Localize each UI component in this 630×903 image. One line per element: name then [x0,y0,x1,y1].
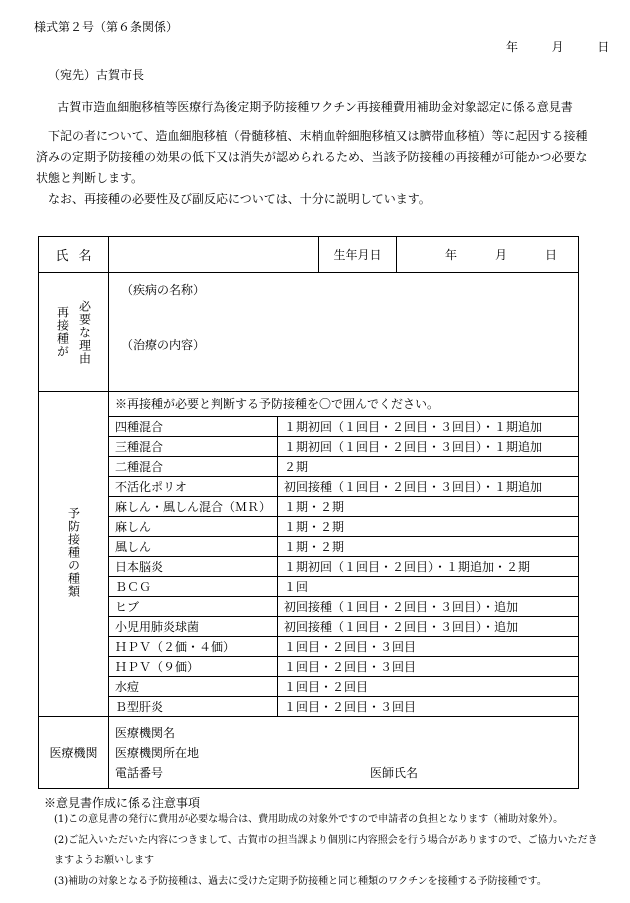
institution-name-label: 医療機関名 [115,726,176,740]
note-2: (2)ご記入いただいた内容につきまして、古賀市の担当課より個別に内容照会を行う場合がありますので、ご協力いただきますようお願いします [54,835,598,866]
date-year-label: 年 [506,40,519,54]
vaccine-name: 小児用肺炎球菌 [109,617,278,637]
vaccine-row[interactable] [109,517,578,537]
dob-year-label: 年 [445,248,458,262]
vaccine-name: ＨＰＶ（９価） [109,657,278,677]
vaccine-doses[interactable]: 初回接種（１回目・２回目・３回目）・１期追加 [278,477,579,497]
name-label-cell [39,237,109,273]
body-text [36,126,596,210]
vaccine-row[interactable] [109,657,578,677]
vaccine-name: 三種混合 [109,437,278,457]
dob-day-label: 日 [545,248,558,262]
vaccine-doses[interactable]: １回目・２回目 [278,677,579,697]
vaccine-doses[interactable]: １回目・２回目・３回目 [278,657,579,677]
vaccine-doses[interactable]: １期初回（１回目・２回目・３回目）・１期追加 [278,437,579,457]
note-3: (3)補助の対象となる予防接種は、過去に受けた定期予防接種と同じ種類のワクチンを接種する予防接種です。 [54,876,547,887]
vaccine-row[interactable] [109,677,578,697]
treatment-label: （治療の内容） [121,338,206,352]
vaccine-name: 水痘 [109,677,278,697]
vaccine-label-cell [39,392,109,717]
date-month-label: 月 [551,40,564,54]
vaccine-row[interactable] [109,577,578,597]
name-input[interactable] [109,237,319,273]
vaccine-doses[interactable]: １期初回（１回目・２回目）・１期追加・２期 [278,557,579,577]
vaccine-doses[interactable]: １期・２期 [278,497,579,517]
vaccine-cell [109,392,579,717]
vaccine-row[interactable] [109,637,578,657]
vaccine-row[interactable] [109,417,578,437]
vaccine-row[interactable] [109,617,578,637]
note-1: (1)この意見書の発行に費用が必要な場合は、費用助成の対象外ですので申請者の負担となります（補助対象外）。 [54,814,564,825]
vaccine-doses[interactable]: １期・２期 [278,537,579,557]
body-paragraph-1: 下記の者について、造血細胞移植（骨髄移植、末梢血幹細胞移植又は臍帯血移植）等に起因する接種済みの定期予防接種の効果の低下又は消失が認められるため、当該予防接種の再接種が可能かつ必要な状態と判断します。 [36,129,588,185]
name-label: 氏名 [55,249,102,264]
reason-label-cell [39,273,109,392]
vaccine-name: Ｂ型肝炎 [109,697,278,717]
vaccine-name: 四種混合 [109,417,278,437]
document-title: 古賀市造血細胞移植等医療行為後定期予防接種ワクチン再接種費用補助金対象認定に係る意見書 [57,100,573,114]
vaccine-table [109,416,578,716]
vaccine-instruction: ※再接種が必要と判断する予防接種を〇で囲んでください。 [115,397,440,411]
vaccine-name: ＨＰＶ（２価・４価） [109,637,278,657]
addressee: （宛先）古賀市長 [48,68,145,82]
vaccine-row[interactable] [109,697,578,717]
vaccine-name: 不活化ポリオ [109,477,278,497]
phone-label: 電話番号 [115,766,164,780]
vaccine-row[interactable] [109,597,578,617]
vaccine-row[interactable] [109,457,578,477]
vaccine-doses[interactable]: １期初回（１回目・２回目・３回目）・１期追加 [278,417,579,437]
reason-label-col2: 必要な理由 [77,299,92,365]
reason-input[interactable] [109,273,579,392]
dob-month-label: 月 [495,248,508,262]
doctor-name-label: 医師氏名 [370,766,419,780]
institution-label: 医療機関 [49,746,98,760]
form-number: 様式第２号（第６条関係） [34,20,179,34]
vaccine-doses[interactable]: １回目・２回目・３回目 [278,697,579,717]
reason-label-col1: 再接種が [55,306,70,358]
institution-label-cell [39,717,109,789]
dob-label: 生年月日 [319,237,397,273]
notes-title: ※意見書作成に係る注意事項 [44,796,201,810]
vaccine-name: 麻しん [109,517,278,537]
vaccine-row[interactable] [109,497,578,517]
vaccine-name: ＢＣＧ [109,577,278,597]
institution-input[interactable] [109,717,579,789]
vaccine-name: 二種混合 [109,457,278,477]
dob-input[interactable] [397,237,579,273]
vaccine-row[interactable] [109,437,578,457]
vaccine-doses[interactable]: １期・２期 [278,517,579,537]
vaccine-row[interactable] [109,557,578,577]
vaccine-name: 麻しん・風しん混合（ＭＲ） [109,497,278,517]
opinion-form-table [38,236,579,789]
vaccine-doses[interactable]: ２期 [278,457,579,477]
disease-label: （疾病の名称） [121,283,206,297]
vaccine-row[interactable] [109,477,578,497]
vaccine-doses[interactable]: 初回接種（１回目・２回目・３回目）・追加 [278,597,579,617]
body-paragraph-2: なお、再接種の必要性及び副反応については、十分に説明しています。 [48,192,431,206]
date-line [506,38,609,55]
date-day-label: 日 [597,40,610,54]
institution-address-label: 医療機関所在地 [115,746,200,760]
vaccine-doses[interactable]: 初回接種（１回目・２回目・３回目）・追加 [278,617,579,637]
vaccine-name: 風しん [109,537,278,557]
vaccine-row[interactable] [109,537,578,557]
vaccine-name: ヒブ [109,597,278,617]
vaccine-doses[interactable]: １回目・２回目・３回目 [278,637,579,657]
vaccine-name: 日本脳炎 [109,557,278,577]
vaccine-label: 予防接種の種類 [66,507,81,598]
vaccine-doses[interactable]: １回 [278,577,579,597]
contact-row [115,763,578,783]
